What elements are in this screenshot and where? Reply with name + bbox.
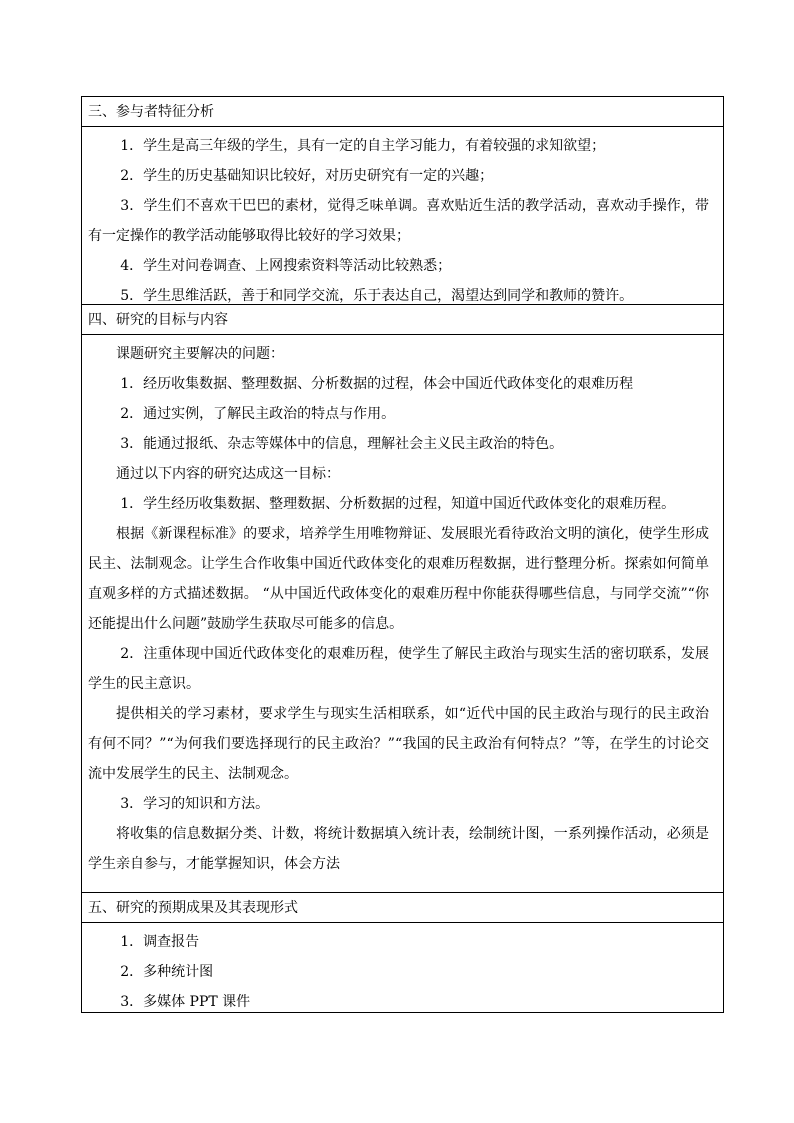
paragraph: 通过以下内容的研究达成这一目标： <box>116 466 340 482</box>
paragraph: 将收集的信息数据分类、计数，将统计数据填入统计表，绘制统计图，一系列操作活动，必须是学生亲自参与，才能掌握知识，体会方法 <box>88 826 709 872</box>
document-table <box>81 96 724 1013</box>
paragraph: 课题研究主要解决的问题： <box>116 346 284 362</box>
section-body-outcomes <box>82 923 723 1012</box>
paragraph: 2．学生的历史基础知识比较好，对历史研究有一定的兴趣； <box>120 168 494 184</box>
paragraph: 2．多种统计图 <box>120 964 214 980</box>
paragraph: 2．注重体现中国近代政体变化的艰难历程，使学生了解民主政治与现实生活的密切联系，发展学生的民主意识。 <box>88 646 709 692</box>
section-body-participants <box>82 127 723 305</box>
section-heading-participants: 三、参与者特征分析 <box>82 97 723 127</box>
section-heading-goals: 四、研究的目标与内容 <box>82 305 723 335</box>
paragraph: 3．学生们不喜欢干巴巴的素材，觉得乏味单调。喜欢贴近生活的教学活动，喜欢动手操作，带有一定操作的教学活动能够取得比较好的学习效果； <box>88 198 709 244</box>
paragraph: 1．调查报告 <box>120 934 200 950</box>
paragraph: 5．学生思维活跃，善于和同学交流，乐于表达自己，渴望达到同学和教师的赞许。 <box>120 288 634 304</box>
paragraph: 4．学生对问卷调查、上网搜索资料等活动比较熟悉； <box>120 258 452 274</box>
paragraph: 2．通过实例，了解民主政治的特点与作用。 <box>120 406 396 422</box>
paragraph: 提供相关的学习素材，要求学生与现实生活相联系，如“近代中国的民主政治与现行的民主政治有何不同？”“为何我们要选择现行的民主政治？”“我国的民主政治有何特点？”等，在学生的讨论交流中发展学生的民主、法制观念。 <box>88 706 709 782</box>
paragraph: 3．学习的知识和方法。 <box>120 796 270 812</box>
section-heading-outcomes: 五、研究的预期成果及其表现形式 <box>82 893 723 923</box>
paragraph: 1．经历收集数据、整理数据、分析数据的过程，体会中国近代政体变化的艰难历程 <box>120 376 634 392</box>
paragraph: 1．学生是高三年级的学生，具有一定的自主学习能力，有着较强的求知欲望； <box>120 138 606 154</box>
paragraph: 根据《新课程标准》的要求，培养学生用唯物辩证、发展眼光看待政治文明的演化，使学生形成民主、法制观念。让学生合作收集中国近代政体变化的艰难历程数据，进行整理分析。探索如何简单直观多样的方式描述数据。 “从中国近代政体变化的艰难历程中你能获得哪些信息，与同学交流”“你还能提出什么问题”鼓励学生获取尽可能多的信息。 <box>88 526 709 632</box>
section-body-goals <box>82 335 723 893</box>
paragraph: 3．多媒体 PPT 课件 <box>120 994 251 1010</box>
paragraph: 3．能通过报纸、杂志等媒体中的信息，理解社会主义民主政治的特色。 <box>120 436 564 452</box>
paragraph: 1．学生经历收集数据、整理数据、分析数据的过程，知道中国近代政体变化的艰难历程。 <box>120 496 676 512</box>
